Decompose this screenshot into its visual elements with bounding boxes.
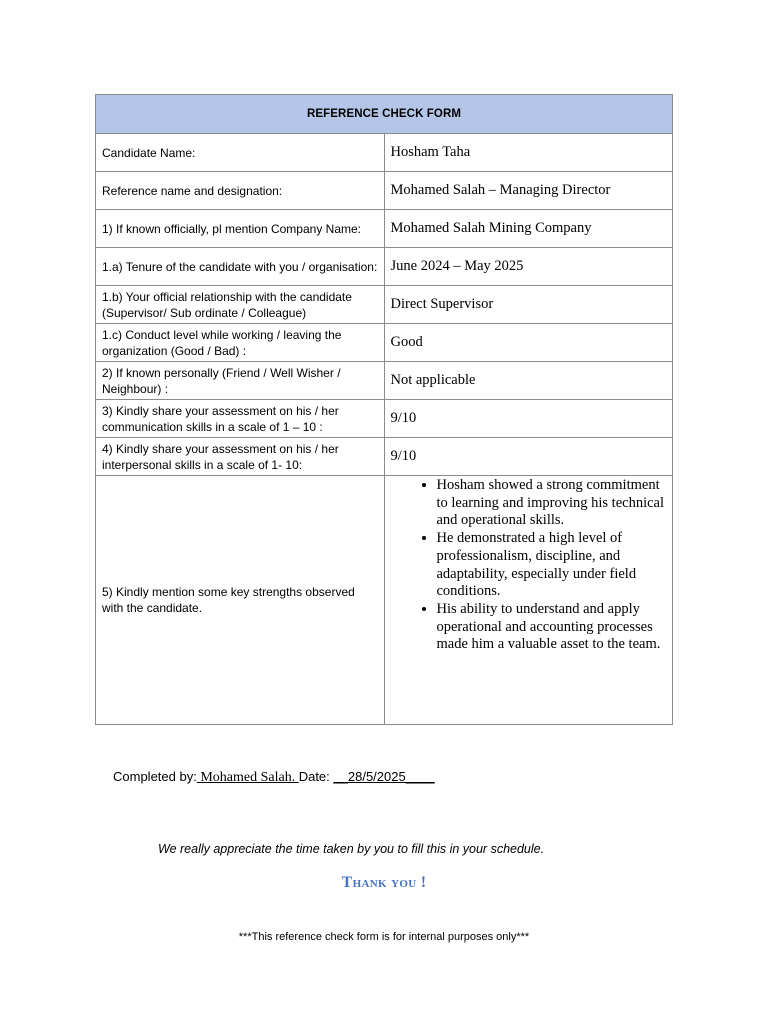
answer-cell: June 2024 – May 2025 [384,248,673,286]
question-cell: 2) If known personally (Friend / Well Wisher / Neighbour) : [96,362,385,400]
table-row-strengths [96,476,673,725]
table-row [96,172,673,210]
strengths-answer-cell [384,476,673,725]
strength-item: • Hosham showed a strong commitment to learning and improving his technical and operational skills. [437,477,667,530]
question-cell: 1.a) Tenure of the candidate with you / organisation: [96,248,385,286]
question-cell: 5) Kindly mention some key strengths observed with the candidate. [96,476,385,725]
strength-item: • He demonstrated a high level of professionalism, discipline, and adaptability, especially under field conditions. [437,530,667,601]
table-row [96,286,673,324]
table-row [96,400,673,438]
table-row [96,438,673,476]
strengths-list [391,477,667,654]
answer-cell: Mohamed Salah Mining Company [384,210,673,248]
answer-cell: Mohamed Salah – Managing Director [384,172,673,210]
question-cell: Candidate Name: [96,134,385,172]
answer-cell: Not applicable [384,362,673,400]
table-row [96,134,673,172]
question-cell: Reference name and designation: [96,172,385,210]
thank-you-heading: Thank you ! [341,874,427,891]
completed-by-label: Completed by: [113,769,197,784]
strength-item: • His ability to understand and apply operational and accounting processes made him a valuable asset to the team. [437,601,667,654]
appreciation-text: We really appreciate the time taken by you to fill this in your schedule. [158,842,545,856]
answer-cell: Direct Supervisor [384,286,673,324]
date-value: __28/5/2025____ [333,769,435,784]
internal-purposes-footnote: ***This reference check form is for internal purposes only*** [238,931,530,943]
question-cell: 1.b) Your official relationship with the candidate (Supervisor/ Sub ordinate / Colleague) [96,286,385,324]
question-cell: 1) If known officially, pl mention Company Name: [96,210,385,248]
question-cell: 4) Kindly share your assessment on his / her interpersonal skills in a scale of 1- 10: [96,438,385,476]
answer-cell: Hosham Taha [384,134,673,172]
table-row [96,324,673,362]
answer-cell: Good [384,324,673,362]
completed-by-value: Mohamed Salah. [196,770,299,785]
question-cell: 3) Kindly share your assessment on his / her communication skills in a scale of 1 – 10 : [96,400,385,438]
question-cell: 1.c) Conduct level while working / leaving the organization (Good / Bad) : [96,324,385,362]
answer-cell: 9/10 [384,438,673,476]
form-title: REFERENCE CHECK FORM [96,95,673,134]
date-label: Date: [298,769,330,784]
table-row [96,210,673,248]
answer-cell: 9/10 [384,400,673,438]
table-row [96,362,673,400]
table-row [96,248,673,286]
reference-check-table [95,94,673,725]
completion-line [113,769,435,786]
